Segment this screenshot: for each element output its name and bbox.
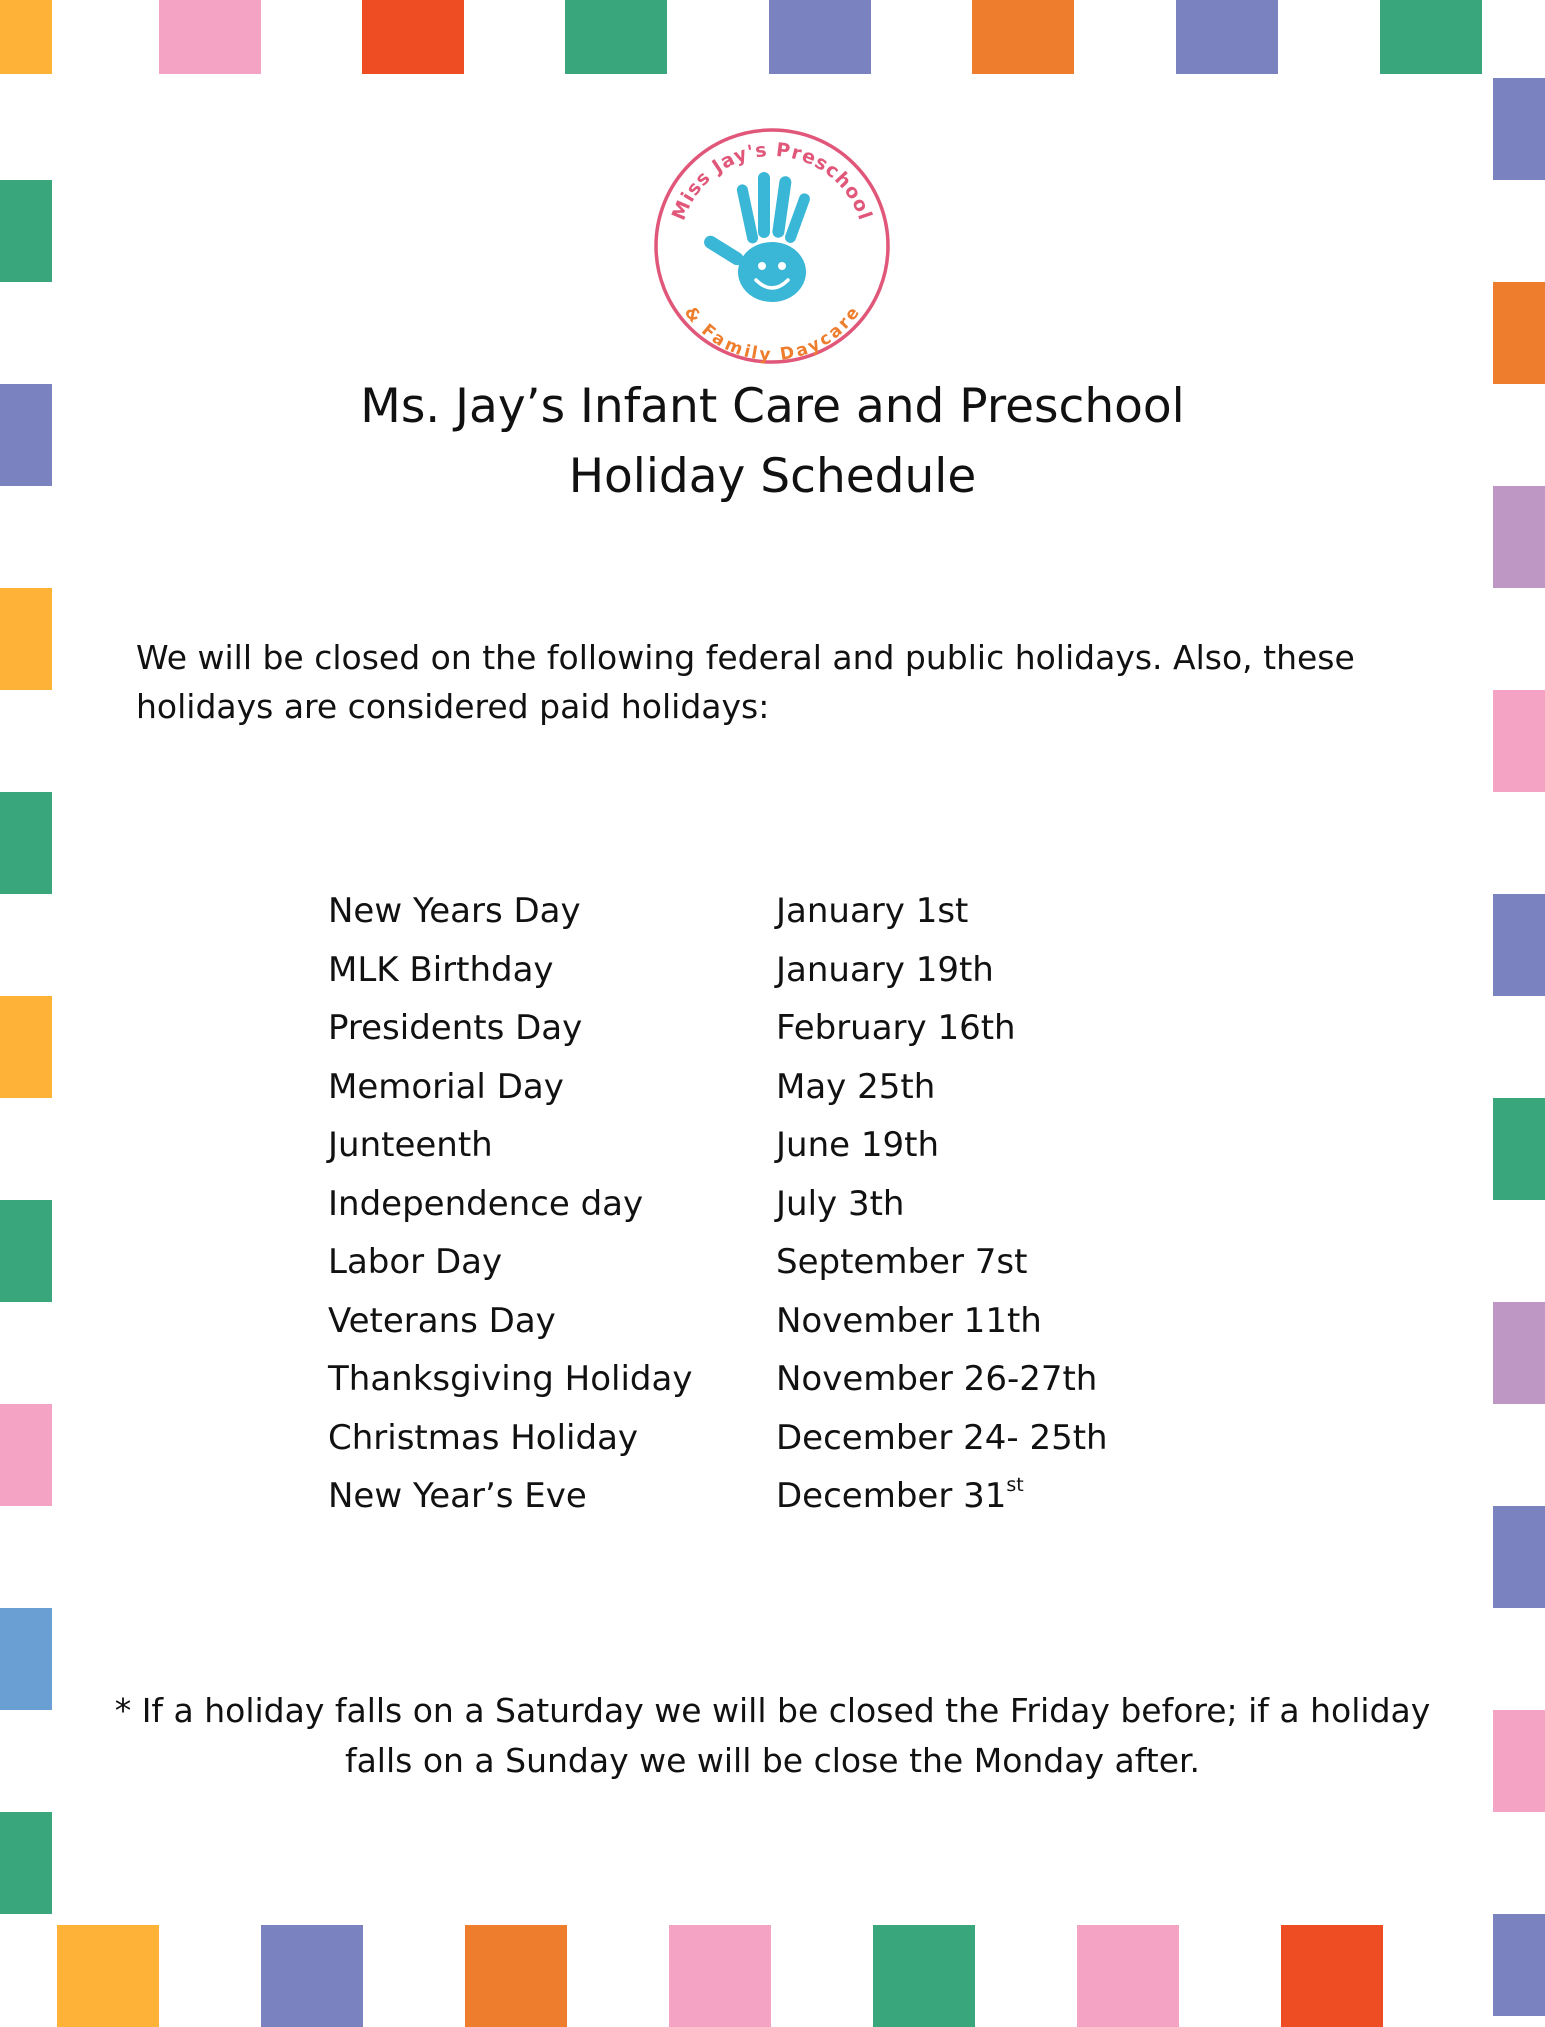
border-square [1493, 282, 1545, 384]
border-square [1493, 1506, 1545, 1608]
footnote [0, 1686, 1545, 1786]
border-square [0, 1200, 52, 1302]
title-line-1: Ms. Jay’s Infant Care and Preschool [360, 379, 1185, 434]
holiday-name: MLK Birthday [328, 949, 554, 990]
border-square [1493, 1914, 1545, 2016]
holiday-name: Labor Day [328, 1242, 503, 1282]
logo-graphic [652, 126, 892, 366]
holiday-date: November 11th [776, 1300, 1042, 1341]
holiday-date: July 3th [776, 1183, 905, 1224]
border-square [972, 0, 1074, 74]
border-square [465, 1925, 567, 2027]
border-square [769, 0, 871, 74]
holiday-name: New Year’s Eve [328, 1476, 587, 1516]
logo-arc-bottom-text: & Family Daycare [679, 302, 865, 366]
holiday-date: January 1st [776, 891, 969, 931]
intro-line-2: holidays are considered paid holidays: [136, 687, 770, 726]
preschool-logo [652, 126, 892, 366]
border-square [261, 1925, 363, 2027]
holiday-date: January 19th [776, 949, 994, 990]
holiday-name: Veterans Day [328, 1300, 556, 1341]
border-square [873, 1925, 975, 2027]
holiday-name: Thanksgiving Holiday [328, 1359, 693, 1399]
holiday-name: New Years Day [328, 891, 581, 931]
holiday-name: Christmas Holiday [328, 1417, 639, 1458]
border-square [0, 996, 52, 1098]
holiday-date: June 19th [776, 1125, 939, 1165]
holiday-date [776, 1467, 1024, 1526]
border-square [57, 1925, 159, 2027]
border-square [362, 0, 464, 74]
intro-paragraph [136, 633, 1416, 731]
border-square [1380, 0, 1482, 74]
title-line-2: Holiday Schedule [568, 449, 977, 504]
holiday-date-text: December 31 [776, 1476, 1007, 1516]
border-square [0, 0, 52, 74]
border-square [669, 1925, 771, 2027]
border-square [0, 1404, 52, 1506]
holiday-date: May 25th [776, 1066, 936, 1107]
page-title [0, 372, 1545, 512]
border-square [1077, 1925, 1179, 2027]
border-square [1493, 1098, 1545, 1200]
date-ordinal-suffix: st [1006, 1474, 1024, 1496]
footnote-line-2: falls on a Sunday we will be close the Monday after. [344, 1741, 1201, 1780]
border-square [0, 588, 52, 690]
border-square [1493, 894, 1545, 996]
border-square [1493, 78, 1545, 180]
footnote-line-1: * If a holiday falls on a Saturday we will be closed the Friday before; if a holiday [114, 1691, 1431, 1730]
holiday-date: November 26-27th [776, 1359, 1098, 1399]
border-square [159, 0, 261, 74]
border-square [1493, 690, 1545, 792]
border-square [565, 0, 667, 74]
intro-line-1: We will be closed on the following federal and public holidays. Also, these [136, 638, 1355, 677]
holiday-name: Independence day [328, 1183, 644, 1224]
border-square [1176, 0, 1278, 74]
holiday-date: December 24- 25th [776, 1417, 1108, 1458]
holiday-name: Presidents Day [328, 1008, 583, 1048]
holiday-name: Junteenth [328, 1125, 493, 1165]
border-square [0, 1812, 52, 1914]
holiday-name: Memorial Day [328, 1066, 564, 1107]
holiday-date: September 7st [776, 1242, 1028, 1282]
border-square [0, 180, 52, 282]
logo-arc-top-text: Miss Jay's Preschool [667, 138, 877, 224]
holiday-date: February 16th [776, 1008, 1016, 1048]
border-square [1281, 1925, 1383, 2027]
border-square [1493, 1302, 1545, 1404]
border-square [0, 792, 52, 894]
